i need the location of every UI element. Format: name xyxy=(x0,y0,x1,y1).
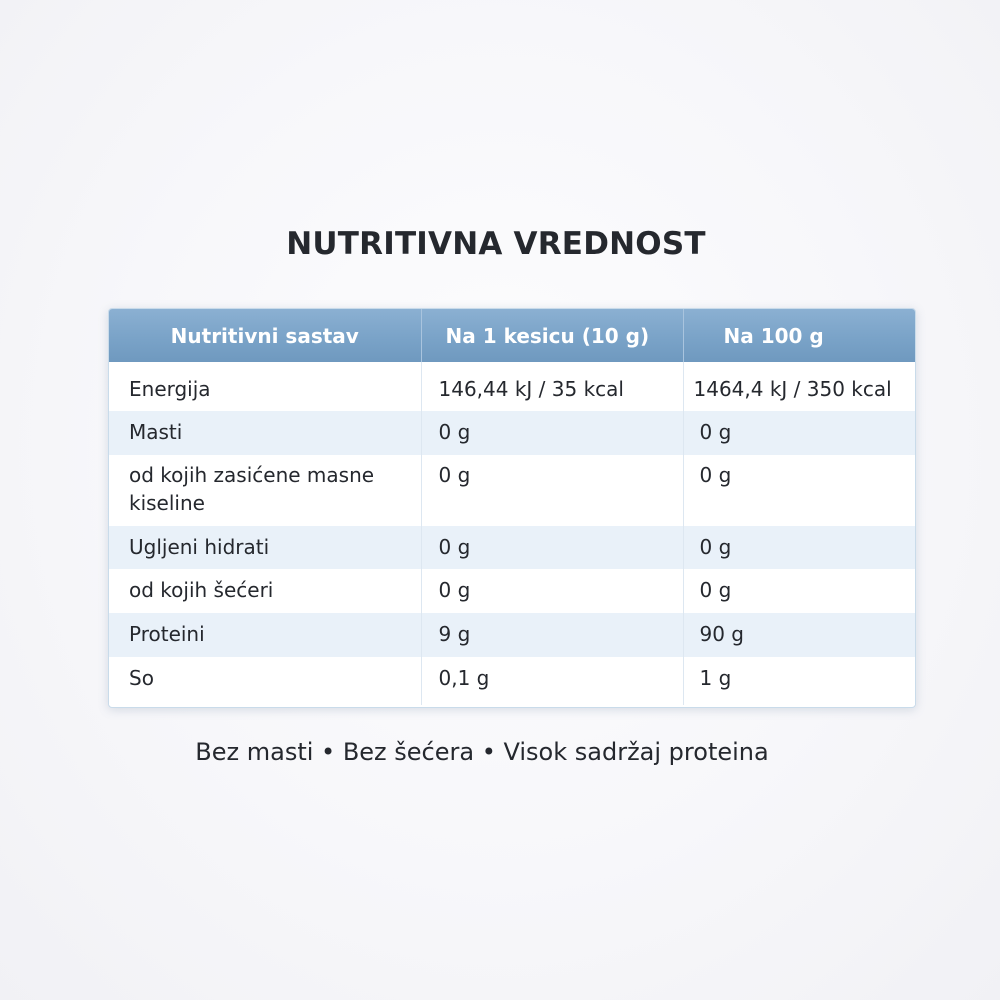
nutrient-name: Proteini xyxy=(109,613,421,657)
nutrient-name: Masti xyxy=(109,411,421,455)
nutrient-name: Ugljeni hidrati xyxy=(109,526,421,569)
nutrient-name: od kojih šećeri xyxy=(109,569,421,613)
table-row-sugars xyxy=(109,569,915,613)
column-header-per-sachet: Na 1 kesicu (10 g) xyxy=(421,309,683,362)
nutrition-table-card xyxy=(108,308,916,708)
value-per-sachet: 0,1 g xyxy=(421,657,683,705)
value-per-100g: 0 g xyxy=(699,420,732,444)
table-row-salt xyxy=(109,657,915,705)
value-per-sachet: 0 g xyxy=(421,569,683,613)
value-per-sachet: 0 g xyxy=(421,526,683,569)
table-header-row xyxy=(109,309,915,362)
nutrient-name: od kojih zasićene masne kiseline xyxy=(109,455,421,526)
nutrient-name: Energija xyxy=(109,362,421,411)
value-per-100g: 1464,4 kJ / 350 kcal xyxy=(693,377,892,401)
value-per-sachet: 0 g xyxy=(421,455,683,526)
value-per-100g: 90 g xyxy=(699,622,745,646)
table-row-energy xyxy=(109,362,915,411)
column-header-nutrient: Nutritivni sastav xyxy=(109,309,421,362)
table-row-protein xyxy=(109,613,915,657)
nutrient-name: So xyxy=(109,657,421,705)
page-title: NUTRITIVNA VREDNOST xyxy=(286,226,706,262)
product-claims-note: Bez masti • Bez šećera • Visok sadržaj proteina xyxy=(195,738,769,766)
table-row-fat xyxy=(109,411,915,455)
table-row-saturated-fat xyxy=(109,455,915,526)
value-per-100g: 0 g xyxy=(699,578,732,602)
nutrition-table xyxy=(109,309,915,705)
table-row-carbohydrates xyxy=(109,526,915,569)
value-per-sachet: 9 g xyxy=(421,613,683,657)
value-per-sachet: 0 g xyxy=(421,411,683,455)
value-per-100g: 0 g xyxy=(699,463,732,487)
value-per-100g: 0 g xyxy=(699,535,732,559)
column-header-per-100g: Na 100 g xyxy=(723,323,824,348)
value-per-100g: 1 g xyxy=(699,666,732,690)
value-per-sachet: 146,44 kJ / 35 kcal xyxy=(421,362,683,411)
